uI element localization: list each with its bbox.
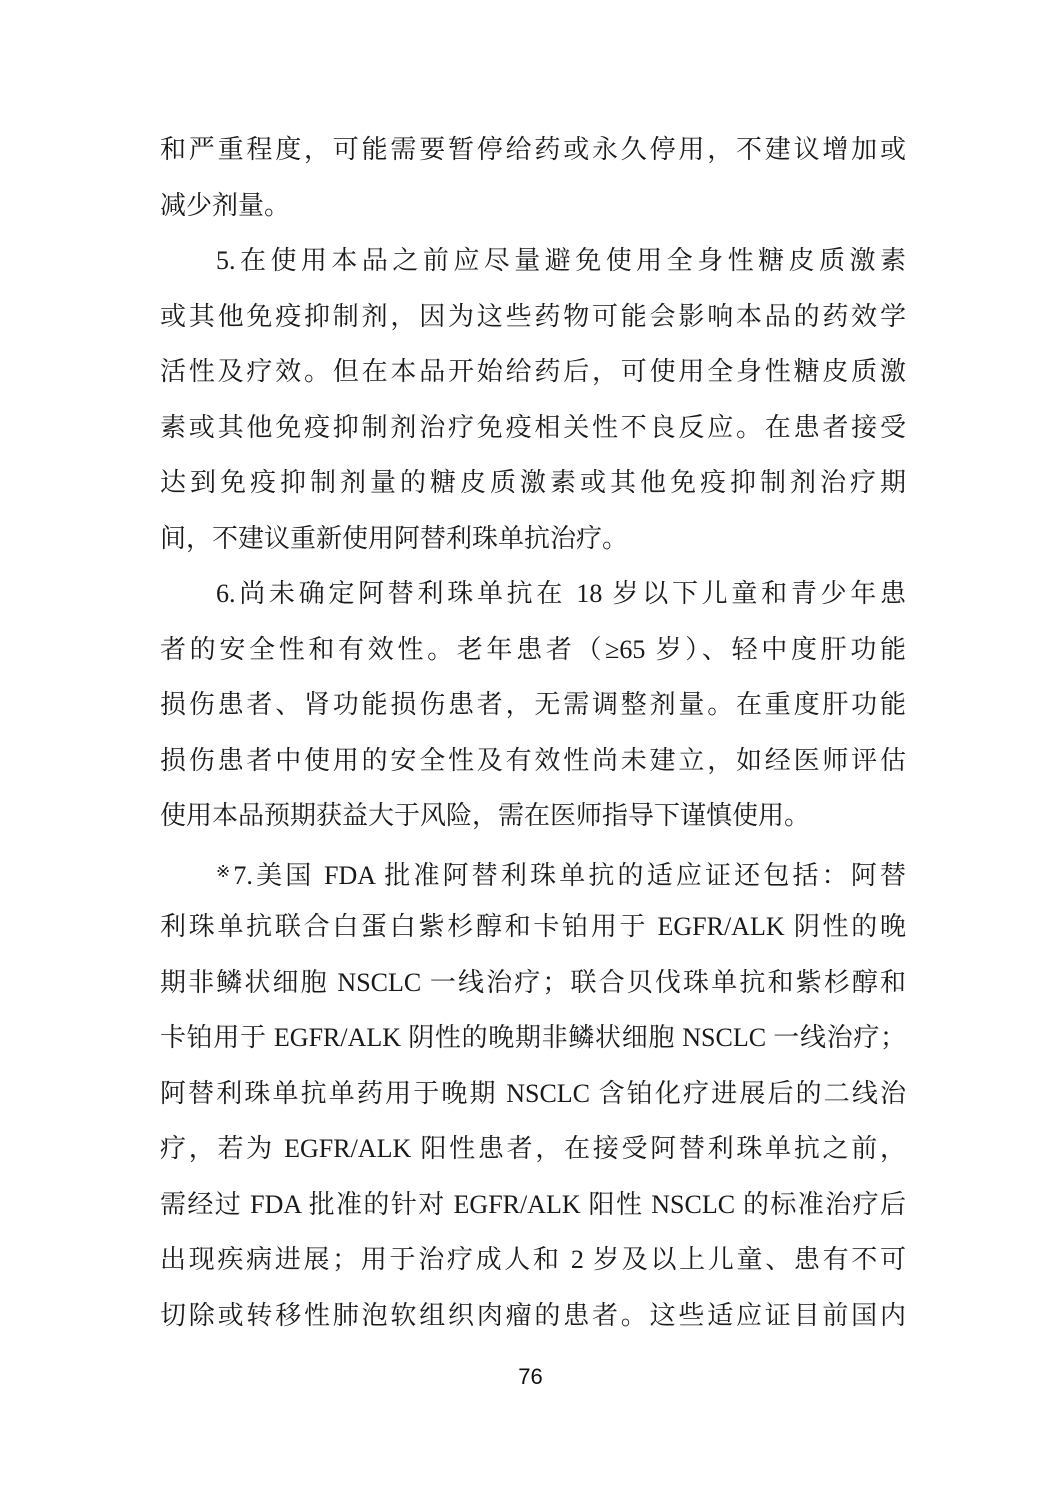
text-line: 期非鳞状细胞 NSCLC 一线治疗；联合贝伐珠单抗和紫杉醇和 <box>160 967 906 997</box>
page-number: 76 <box>518 1364 543 1389</box>
text-line <box>160 844 906 900</box>
text-line: 利珠单抗联合白蛋白紫杉醇和卡铂用于 EGFR/ALK 阴性的晚 <box>160 912 906 941</box>
text-line: 素或其他免疫抑制剂治疗免疫相关性不良反应。在患者接受 <box>160 412 906 442</box>
text-line-content: 7.美国 FDA 批准阿替利珠单抗的适应证还包括：阿替 <box>233 860 906 890</box>
text-line: 者的安全性和有效性。老年患者（≥65 岁）、轻中度肝功能 <box>160 634 906 664</box>
text-line: 出现疾病进展；用于治疗成人和 2 岁及以上儿童、患有不可 <box>160 1245 906 1274</box>
text-line: 间，不建议重新使用阿替利珠单抗治疗。 <box>160 523 629 553</box>
footnote-marker: ※ <box>216 861 234 881</box>
text-line: 6.尚未确定阿替利珠单抗在 18 岁以下儿童和青少年患 <box>216 579 906 608</box>
text-line: 阿替利珠单抗单药用于晚期 NSCLC 含铂化疗进展后的二线治 <box>160 1078 906 1108</box>
text-line: 疗，若为 EGFR/ALK 阳性患者，在接受阿替利珠单抗之前， <box>160 1134 906 1163</box>
body-text <box>160 122 906 1343</box>
text-line: 使用本品预期获益大于风险，需在医师指导下谨慎使用。 <box>160 801 811 830</box>
text-line: 和严重程度，可能需要暂停给药或永久停用，不建议增加或 <box>160 135 906 164</box>
text-line: 卡铂用于 EGFR/ALK 阴性的晚期非鳞状细胞 NSCLC 一线治疗； <box>160 1023 906 1052</box>
text-line: 需经过 FDA 批准的针对 EGFR/ALK 阳性 NSCLC 的标准治疗后 <box>160 1189 906 1219</box>
text-line: 损伤患者中使用的安全性及有效性尚未建立，如经医师评估 <box>160 745 906 775</box>
text-line: 切除或转移性肺泡软组织肉瘤的患者。这些适应证目前国内 <box>160 1300 906 1330</box>
text-line: 5.在使用本品之前应尽量避免使用全身性糖皮质激素 <box>216 246 906 275</box>
text-line: 减少剂量。 <box>160 190 291 220</box>
text-line: 活性及疗效。但在本品开始给药后，可使用全身性糖皮质激 <box>160 357 906 386</box>
text-line: 损伤患者、肾功能损伤患者，无需调整剂量。在重度肝功能 <box>160 690 906 719</box>
text-line: 或其他免疫抑制剂，因为这些药物可能会影响本品的药效学 <box>160 301 906 331</box>
text-line: 达到免疫抑制剂量的糖皮质激素或其他免疫抑制剂治疗期 <box>160 468 906 497</box>
